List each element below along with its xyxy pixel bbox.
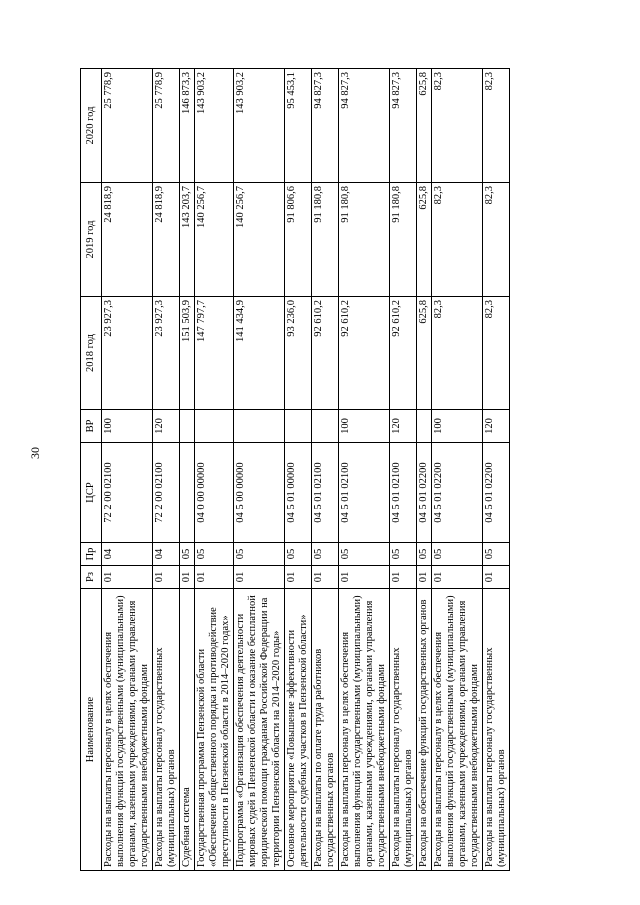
cell-vr: 120 xyxy=(153,410,180,443)
cell-2019: 140 256,7 xyxy=(195,183,234,297)
cell-vr xyxy=(285,410,312,443)
cell-2018: 141 434,9 xyxy=(234,297,285,410)
table-row xyxy=(312,69,339,871)
cell-name: Расходы на выплаты по оплате труда работников государственных органов xyxy=(312,589,339,871)
cell-pr: 05 xyxy=(432,543,483,566)
table-row xyxy=(390,69,417,871)
cell-2019: 24 818,9 xyxy=(102,183,153,297)
cell-vr xyxy=(180,410,195,443)
cell-name: Расходы на выплаты персоналу в целях обеспечения выполнения функций государственными (муниципальными) органами, казенными учреждениями, органами управления государственными внебюджетными фондами xyxy=(432,589,483,871)
cell-2019: 24 818,9 xyxy=(153,183,180,297)
cell-2019: 91 180,8 xyxy=(390,183,417,297)
cell-rz: 01 xyxy=(390,566,417,589)
cell-pr: 04 xyxy=(102,543,153,566)
cell-rz: 01 xyxy=(417,566,432,589)
cell-2020: 95 453,1 xyxy=(285,69,312,183)
cell-2018: 93 236,0 xyxy=(285,297,312,410)
cell-rz: 01 xyxy=(180,566,195,589)
table-header-row xyxy=(81,69,102,871)
header-2019: 2019 год xyxy=(81,183,102,297)
cell-2020: 625,8 xyxy=(417,69,432,183)
cell-name: Расходы на обеспечение функций государственных органов xyxy=(417,589,432,871)
cell-name: Расходы на выплаты персоналу государственных (муниципальных) органов xyxy=(390,589,417,871)
table-row xyxy=(339,69,390,871)
cell-2018: 82,3 xyxy=(432,297,483,410)
cell-2019: 91 806,6 xyxy=(285,183,312,297)
header-pr: Пр xyxy=(81,543,102,566)
cell-2018: 92 610,2 xyxy=(339,297,390,410)
cell-csr: 72 2 00 02100 xyxy=(153,443,180,543)
table-row xyxy=(417,69,432,871)
cell-vr: 100 xyxy=(339,410,390,443)
cell-pr: 05 xyxy=(417,543,432,566)
cell-vr: 100 xyxy=(102,410,153,443)
cell-csr: 04 5 01 02100 xyxy=(339,443,390,543)
cell-rz: 01 xyxy=(312,566,339,589)
budget-table xyxy=(80,68,510,871)
cell-2020: 25 778,9 xyxy=(153,69,180,183)
cell-2018: 23 927,3 xyxy=(153,297,180,410)
cell-csr: 72 2 00 02100 xyxy=(102,443,153,543)
cell-name: Расходы на выплаты персоналу в целях обеспечения выполнения функций государственными (муниципальными) органами, казенными учреждениями, органами управления государственными внебюджетными фондами xyxy=(102,589,153,871)
table-row xyxy=(285,69,312,871)
cell-vr xyxy=(234,410,285,443)
cell-vr: 120 xyxy=(483,410,510,443)
cell-2019: 82,3 xyxy=(483,183,510,297)
cell-2018: 147 797,7 xyxy=(195,297,234,410)
cell-rz: 01 xyxy=(102,566,153,589)
cell-2020: 94 827,3 xyxy=(339,69,390,183)
cell-2018: 82,3 xyxy=(483,297,510,410)
table-row xyxy=(180,69,195,871)
cell-csr: 04 0 00 00000 xyxy=(195,443,234,543)
header-csr: ЦСР xyxy=(81,443,102,543)
table-row xyxy=(153,69,180,871)
cell-2019: 91 180,8 xyxy=(339,183,390,297)
cell-rz: 01 xyxy=(195,566,234,589)
cell-vr xyxy=(195,410,234,443)
cell-2018: 151 503,9 xyxy=(180,297,195,410)
cell-2020: 143 903,2 xyxy=(234,69,285,183)
cell-pr: 05 xyxy=(339,543,390,566)
cell-pr: 05 xyxy=(390,543,417,566)
cell-csr xyxy=(180,443,195,543)
page-number: 30 xyxy=(27,447,42,459)
cell-rz: 01 xyxy=(285,566,312,589)
header-2020: 2020 год xyxy=(81,69,102,183)
cell-2018: 92 610,2 xyxy=(312,297,339,410)
cell-2020: 94 827,3 xyxy=(312,69,339,183)
cell-2020: 146 873,3 xyxy=(180,69,195,183)
cell-2019: 140 256,7 xyxy=(234,183,285,297)
cell-csr: 04 5 00 00000 xyxy=(234,443,285,543)
rotated-table-container xyxy=(80,69,561,871)
cell-pr: 05 xyxy=(195,543,234,566)
cell-pr: 05 xyxy=(180,543,195,566)
cell-name: Государственная программа Пензенской области «Обеспечение общественного порядка и противодействие преступности в Пензенской области в 2014–2020 годах» xyxy=(195,589,234,871)
cell-2019: 82,3 xyxy=(432,183,483,297)
cell-csr: 04 5 01 02100 xyxy=(312,443,339,543)
table-body xyxy=(102,69,510,871)
table-row xyxy=(102,69,153,871)
cell-csr: 04 5 01 02200 xyxy=(432,443,483,543)
cell-2019: 625,8 xyxy=(417,183,432,297)
cell-2020: 143 903,2 xyxy=(195,69,234,183)
cell-vr xyxy=(312,410,339,443)
header-vr: ВР xyxy=(81,410,102,443)
cell-2018: 92 610,2 xyxy=(390,297,417,410)
cell-2019: 91 180,8 xyxy=(312,183,339,297)
cell-csr: 04 5 01 02200 xyxy=(483,443,510,543)
cell-pr: 04 xyxy=(153,543,180,566)
cell-csr: 04 5 01 00000 xyxy=(285,443,312,543)
cell-csr: 04 5 01 02100 xyxy=(390,443,417,543)
cell-vr: 100 xyxy=(432,410,483,443)
cell-vr xyxy=(417,410,432,443)
header-rz: Рз xyxy=(81,566,102,589)
header-name: Наименование xyxy=(81,589,102,871)
cell-name: Расходы на выплаты персоналу в целях обеспечения выполнения функций государственными (муниципальными) органами, казенными учреждениями, органами управления государственными внебюджетными фондами xyxy=(339,589,390,871)
cell-name: Судебная система xyxy=(180,589,195,871)
cell-pr: 05 xyxy=(285,543,312,566)
cell-2020: 25 778,9 xyxy=(102,69,153,183)
cell-rz: 01 xyxy=(339,566,390,589)
cell-vr: 120 xyxy=(390,410,417,443)
cell-name: Подпрограмма «Организация обеспечения деятельности мировых судей в Пензенской области и оказание бесплатной юридической помощи гражданам Российской Федерации на территории Пензенской области на 2014–2020 годы» xyxy=(234,589,285,871)
cell-2020: 82,3 xyxy=(483,69,510,183)
cell-rz: 01 xyxy=(153,566,180,589)
table-row xyxy=(432,69,483,871)
cell-pr: 05 xyxy=(312,543,339,566)
cell-pr: 05 xyxy=(483,543,510,566)
cell-rz: 01 xyxy=(432,566,483,589)
cell-2019: 143 203,7 xyxy=(180,183,195,297)
table-row xyxy=(195,69,234,871)
cell-name: Расходы на выплаты персоналу государственных (муниципальных) органов xyxy=(153,589,180,871)
cell-2018: 23 927,3 xyxy=(102,297,153,410)
cell-2020: 82,3 xyxy=(432,69,483,183)
cell-rz: 01 xyxy=(483,566,510,589)
cell-csr: 04 5 01 02200 xyxy=(417,443,432,543)
cell-name: Основное мероприятие «Повышение эффективности деятельности судебных участков в Пензенской области» xyxy=(285,589,312,871)
cell-2020: 94 827,3 xyxy=(390,69,417,183)
cell-pr: 05 xyxy=(234,543,285,566)
header-2018: 2018 год xyxy=(81,297,102,410)
cell-name: Расходы на выплаты персоналу государственных (муниципальных) органов xyxy=(483,589,510,871)
cell-rz: 01 xyxy=(234,566,285,589)
table-row xyxy=(234,69,285,871)
cell-2018: 625,8 xyxy=(417,297,432,410)
table-row xyxy=(483,69,510,871)
